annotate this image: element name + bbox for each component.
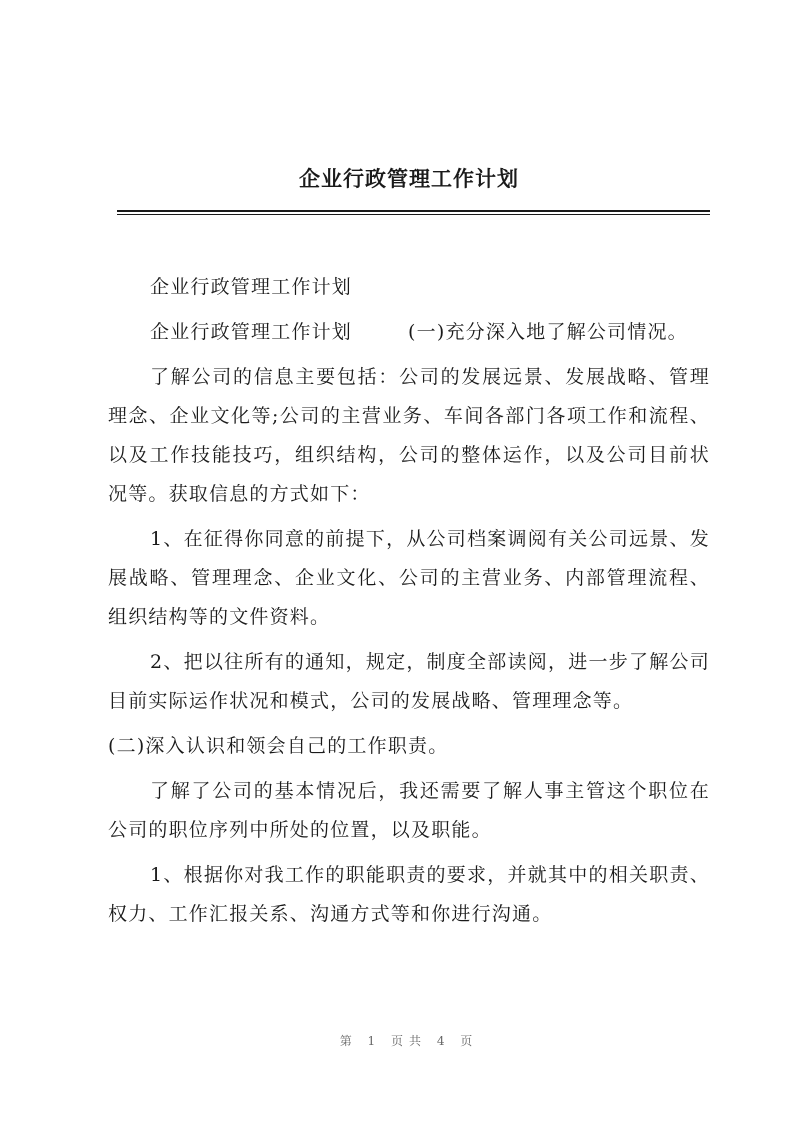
paragraph-1: 企业行政管理工作计划 bbox=[150, 276, 353, 298]
paragraph-5: 2、把以往所有的通知，规定，制度全部读阅，进一步了解公司目前实际运作状况和模式，公司的发展战略、管理理念等。 bbox=[108, 651, 710, 712]
paragraph-7: 了解了公司的基本情况后，我还需要了解人事主管这个职位在公司的职位序列中所处的位置，以及职能。 bbox=[108, 780, 710, 841]
page-number-footer: 第 1 页共 4 页 bbox=[339, 1034, 479, 1048]
document-title: 企业行政管理工作计划 bbox=[299, 166, 519, 191]
paragraph-3: 了解公司的信息主要包括：公司的发展远景、发展战略、管理理念、企业文化等;公司的主营业务、车间各部门各项工作和流程、以及工作技能技巧，组织结构，公司的整体运作，以及公司目前状况等。获取信息的方式如下： bbox=[108, 366, 710, 505]
paragraph-2 bbox=[108, 313, 710, 352]
document-body bbox=[108, 268, 710, 940]
title-divider-thin bbox=[117, 214, 710, 215]
paragraph-4: 1、在征得你同意的前提下，从公司档案调阅有关公司远景、发展战略、管理理念、企业文化、公司的主营业务、内部管理流程、组织结构等的文件资料。 bbox=[108, 528, 710, 628]
paragraph-2-lead: 企业行政管理工作计划 bbox=[150, 321, 353, 343]
paragraph-2-text: (一)充分深入地了解公司情况。 bbox=[408, 321, 688, 343]
title-divider bbox=[117, 210, 710, 212]
paragraph-8: 1、根据你对我工作的职能职责的要求，并就其中的相关职责、权力、工作汇报关系、沟通方式等和你进行沟通。 bbox=[108, 864, 710, 925]
paragraph-6: (二)深入认识和领会自己的工作职责。 bbox=[108, 735, 449, 757]
